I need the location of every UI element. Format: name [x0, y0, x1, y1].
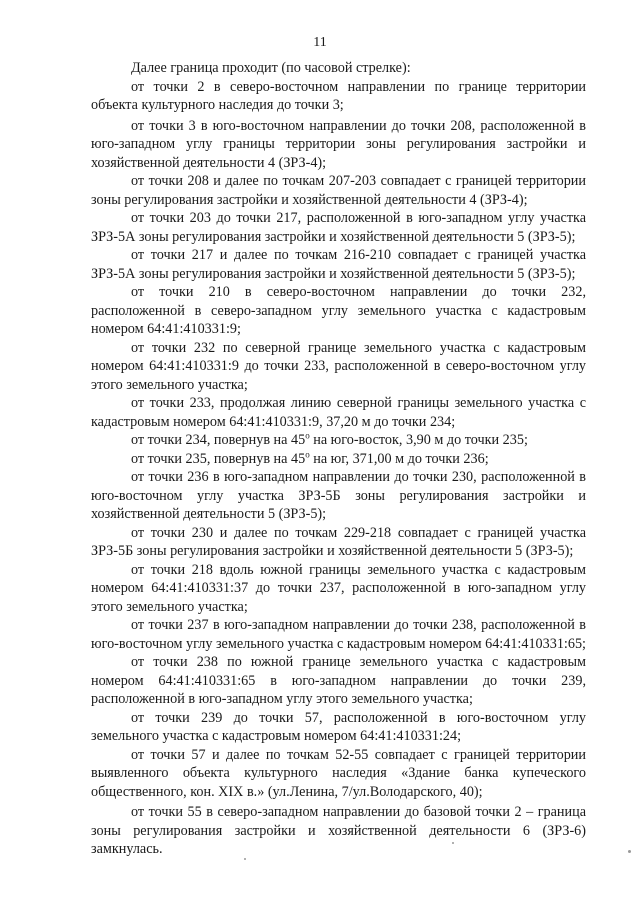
paragraph-text: на юг, 371,00 м до точки 236; [309, 450, 489, 467]
paragraph: от точки 218 вдоль южной границы земельного участка с кадастровым номером 64:41:410331:37 до точки 237, расположенной в юго-западном углу этого земельного участка; [91, 561, 586, 615]
paragraph: от точки 2 в северо-восточном направлении по границе территории объекта культурного наследия до точки 3; [91, 78, 586, 113]
paragraph: от точки 233, продолжая линию северной границы земельного участка с кадастровым номером 64:41:410331:9, 37,20 м до точки 234; [91, 395, 586, 430]
paragraph: от точки 203 до точки 217, расположенной в юго-западном углу участка ЗРЗ-5А зоны регулирования застройки и хозяйственной деятельности 5 (ЗРЗ-5); [91, 210, 586, 245]
paragraph-text: на юго-восток, 3,90 м до точки 235; [309, 432, 528, 448]
degree-sign: o [305, 430, 310, 441]
paragraph: от точки 217 и далее по точкам 216-210 совпадает с границей участка ЗРЗ-5А зоны регулирования застройки и хозяйственной деятельности 5 (ЗРЗ-5); [91, 247, 586, 282]
paragraph-text: от точки 234, повернув на 45 [131, 432, 306, 448]
paragraph [91, 431, 586, 450]
paragraph-text: от точки 235, повернув на 45 [131, 450, 306, 467]
paragraph: от точки 3 в юго-восточном направлении до точки 208, расположенной в юго-западном углу границы территории зоны регулирования застройки и хозяйственной деятельности 4 (ЗРЗ-4); [91, 117, 586, 171]
paragraph: от точки 239 до точки 57, расположенной в юго-восточном углу земельного участка с кадастровым номером 64:41:410331:24; [91, 709, 586, 744]
scan-speck [244, 858, 246, 860]
document-body [91, 59, 586, 859]
paragraph: от точки 238 по южной границе земельного участка с кадастровым номером 64:41:410331:65 в юго-западном направлении до точки 239, расположенной в юго-западном углу этого земельного участка; [91, 654, 586, 707]
degree-sign: o [305, 448, 310, 459]
page-number: 11 [313, 35, 327, 50]
paragraph: от точки 57 и далее по точкам 52-55 совпадает с границей территории выявленного объекта культурного наследия «Здание банка купеческого общественного, кон. XIX в.» (ул.Ленина, 7/ул.Володарского, 40); [91, 746, 586, 800]
paragraph: Далее граница проходит (по часовой стрелке): [131, 60, 411, 76]
paragraph: от точки 210 в северо-восточном направлении до точки 232, расположенной в северо-западном углу земельного участка с кадастровым номером 64:41:410331:9; [91, 284, 586, 337]
paragraph: от точки 237 в юго-западном направлении до точки 238, расположенной в юго-восточном углу земельного участка с кадастровым номером 64:41:410331:65; [91, 617, 586, 652]
paragraph: от точки 232 по северной границе земельного участка с кадастровым номером 64:41:410331:9 до точки 233, расположенной в северо-восточном углу этого земельного участка; [91, 339, 586, 393]
paragraph: от точки 208 и далее по точкам 207-203 совпадает с границей территории зоны регулирования застройки и хозяйственной деятельности 4 (ЗРЗ-4); [91, 173, 586, 208]
paragraph: от точки 236 в юго-западном направлении до точки 230, расположенной в юго-восточном углу участка ЗРЗ-5Б зоны регулирования застройки и хозяйственной деятельности 5 (ЗРЗ-5); [91, 469, 586, 522]
scan-speck [452, 842, 454, 844]
paragraph [91, 450, 586, 469]
scan-speck [628, 850, 631, 853]
paragraph: от точки 55 в северо-западном направлении до базовой точки 2 – граница зоны регулирования застройки и хозяйственной деятельности 6 (ЗРЗ-6) замкнулась. [91, 804, 586, 857]
paragraph: от точки 230 и далее по точкам 229-218 совпадает с границей участка ЗРЗ-5Б зоны регулирования застройки и хозяйственной деятельности 5 (ЗРЗ-5); [91, 524, 586, 559]
